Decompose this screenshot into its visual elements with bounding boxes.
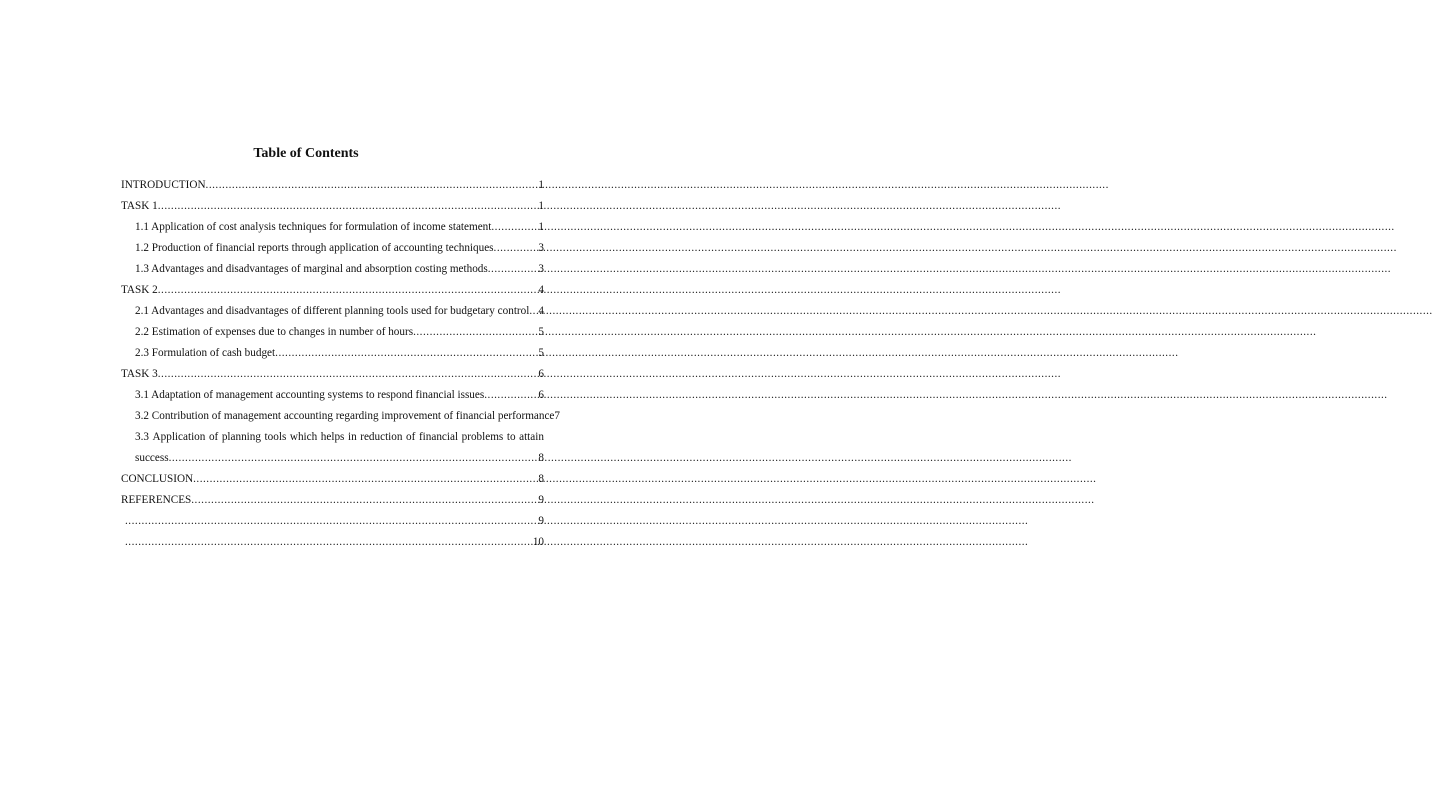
toc-entry-label: CONCLUSION (121, 473, 194, 485)
toc-entry-label: 2.2 Estimation of expenses due to changes in number of hours (135, 326, 414, 338)
toc-entry-2-1[interactable] (121, 301, 544, 322)
toc-entry-label: 1.2 Production of financial reports through application of accounting techniques (135, 242, 494, 254)
toc-page-number: 9 (538, 494, 544, 506)
toc-entry-2-3[interactable] (121, 343, 544, 364)
toc-word: to (506, 431, 516, 443)
toc-word: which (289, 431, 318, 443)
toc-entry-continuation (135, 448, 544, 469)
toc-entry-label: INTRODUCTION (121, 179, 206, 191)
dot-leader (488, 259, 539, 280)
toc-entry-task-3[interactable] (121, 364, 544, 385)
dot-leader (169, 448, 539, 469)
toc-entry-task-1[interactable] (121, 196, 544, 217)
toc-entry-label: 3.2 Contribution of management accounting regarding improvement of financial performance (135, 410, 555, 422)
toc-entry-introduction[interactable] (121, 175, 544, 196)
toc-entry-label: 3.1 Adaptation of management accounting systems to respond financial issues (135, 389, 485, 401)
toc-entry-3-3[interactable] (121, 427, 544, 469)
toc-entry-conclusion[interactable] (121, 469, 544, 490)
toc-entry-label: success (135, 452, 169, 464)
page-title: Table of Contents (253, 146, 359, 161)
toc-entry-label: TASK 2 (121, 284, 158, 296)
toc-word: problems (461, 431, 504, 443)
toc-entry-1-2[interactable] (121, 238, 544, 259)
dot-leader (413, 322, 538, 343)
toc-page-number: 1 (538, 221, 544, 233)
dot-leader (491, 217, 538, 238)
toc-page-number: 6 (538, 368, 544, 380)
dot-leader (193, 469, 538, 490)
toc-page-number: 8 (538, 473, 544, 485)
dot-leader (158, 280, 539, 301)
dot-leader (125, 511, 538, 532)
toc-entry-label (135, 427, 544, 448)
toc-entry-3-1[interactable] (121, 385, 544, 406)
toc-word: in (347, 431, 357, 443)
dot-leader (484, 385, 538, 406)
toc-word: planning (221, 431, 261, 443)
toc-entry-untitled-1[interactable] (121, 511, 544, 532)
dot-leader (206, 175, 539, 196)
document-page (0, 0, 612, 792)
toc-word: 3.3 (135, 431, 149, 443)
toc-page-number: 10 (532, 536, 544, 548)
toc-entry-untitled-2[interactable] (121, 532, 544, 553)
toc-entry-2-2[interactable] (121, 322, 544, 343)
toc-page-number: 4 (538, 284, 544, 296)
toc-page-number: 3 (538, 242, 544, 254)
dot-leader (191, 490, 538, 511)
toc-page-number: 8 (538, 452, 544, 464)
toc-word: reduction (360, 431, 403, 443)
toc-page-number: 3 (538, 263, 544, 275)
toc-entry-label: 2.1 Advantages and disadvantages of different planning tools used for budgetary control (135, 305, 530, 317)
toc-page-number: 6 (538, 389, 544, 401)
toc-word: helps (320, 431, 345, 443)
toc-page-number: 5 (538, 347, 544, 359)
dot-leader (158, 364, 539, 385)
toc-word: Application (152, 431, 206, 443)
toc-page-number: 4 (538, 305, 544, 317)
toc-entry-1-3[interactable] (121, 259, 544, 280)
toc-page-number: 5 (538, 326, 544, 338)
toc-entry-3-2[interactable] (121, 406, 560, 427)
toc-entry-1-1[interactable] (121, 217, 544, 238)
dot-leader (494, 238, 539, 259)
toc-page-number: 9 (538, 515, 544, 527)
toc-word: tools (264, 431, 287, 443)
toc-page-number: 1 (538, 200, 544, 212)
toc-page-number: 1 (538, 179, 544, 191)
toc-word: financial (418, 431, 459, 443)
dot-leader (125, 532, 533, 553)
toc-page-number: 7 (554, 410, 560, 422)
toc-entry-label: 2.3 Formulation of cash budget (135, 347, 276, 359)
toc-entry-task-2[interactable] (121, 280, 544, 301)
dot-leader (529, 301, 538, 322)
toc-entry-references[interactable] (121, 490, 544, 511)
toc-entry-label: REFERENCES (121, 494, 192, 506)
toc-entry-label: TASK 3 (121, 368, 158, 380)
toc-list (121, 175, 560, 553)
toc-entry-label: TASK 1 (121, 200, 158, 212)
dot-leader (275, 343, 538, 364)
toc-word: of (208, 431, 219, 443)
toc-word: attain (519, 431, 544, 443)
toc-word: of (406, 431, 416, 443)
toc-entry-label: 1.3 Advantages and disadvantages of marginal and absorption costing methods (135, 263, 488, 275)
dot-leader (158, 196, 539, 217)
toc-entry-label: 1.1 Application of cost analysis techniques for formulation of income statement (135, 221, 492, 233)
